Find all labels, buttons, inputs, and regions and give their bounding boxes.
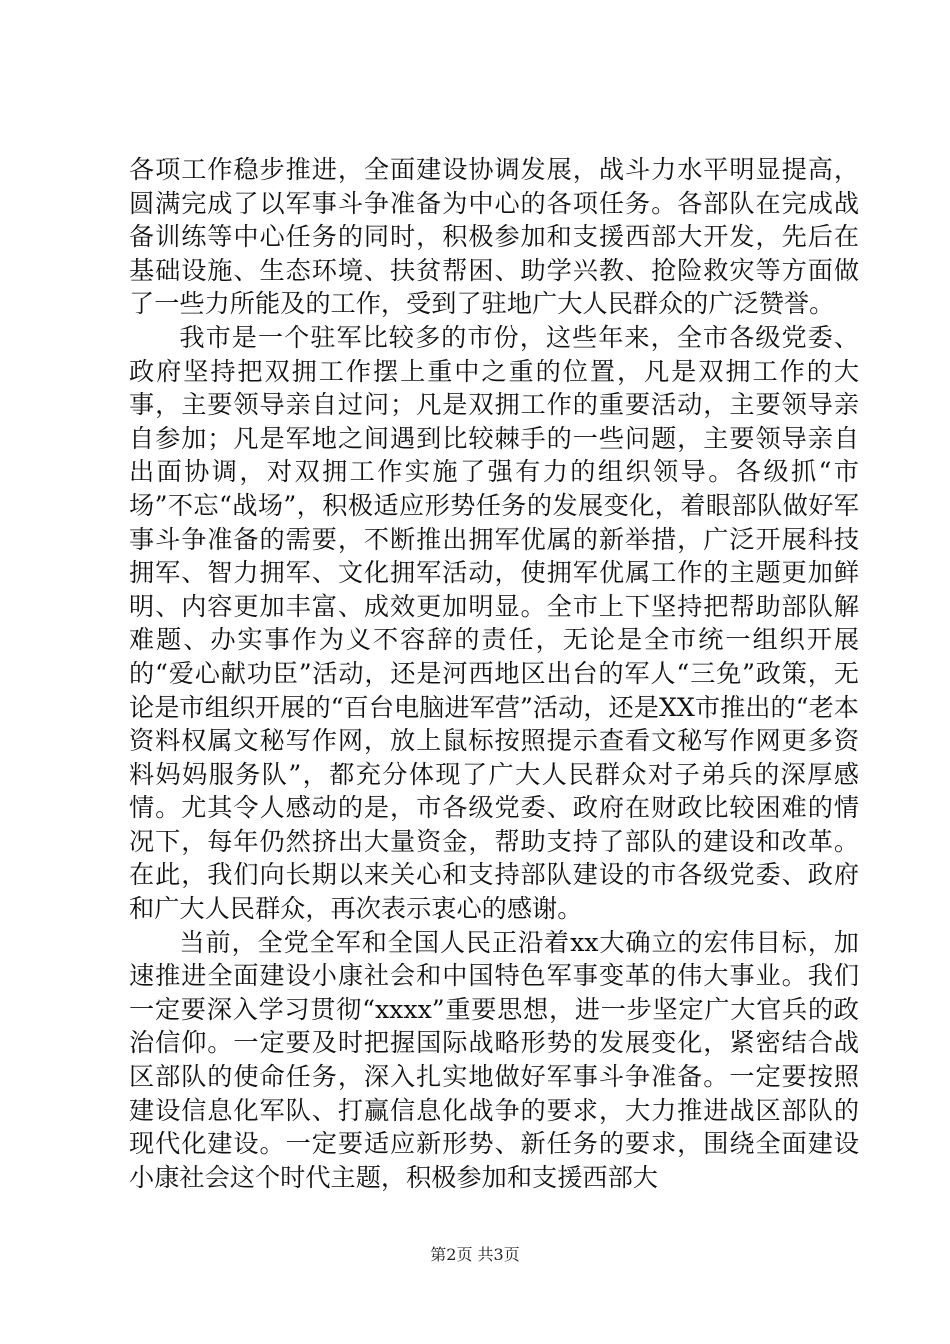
paragraph-2: 我市是一个驻军比较多的市份，这些年来，全市各级党委、政府坚持把双拥工作摆上重中之重的位置，凡是双拥工作的大事，主要领导亲自过问；凡是双拥工作的重要活动，主要领导亲自参加；凡是军地之间遇到比较棘手的一些问题，主要领导亲自出面协调，对双拥工作实施了强有力的组织领导。各级抓“市场”不忘“战场”，积极适应形势任务的发展变化，着眼部队做好军事斗争准备的需要，不断推出拥军优属的新举措，广泛开展科技拥军、智力拥军、文化拥军活动，使拥军优属工作的主题更加鲜明、内容更加丰富、成效更加明显。全市上下坚持把帮助部队解难题、办实事作为义不容辞的责任，无论是全市统一组织开展的“爱心献功臣”活动，还是河西地区出台的军人“三免”政策，无论是市组织开展的“百台电脑进军营”活动，还是XX市推出的“老本资料权属文秘写作网，放上鼠标按照提示查看文秘写作网更多资料妈妈服务队”，都充分体现了广大人民群众对子弟兵的深厚感情。尤其令人感动的是，市各级党委、政府在财政比较困难的情况下，每年仍然挤出大量资金，帮助支持了部队的建设和改革。在此，我们向长期以来关心和支持部队建设的市各级党委、政府和广大人民群众，再次表示衷心的感谢。: [129, 322, 859, 924]
document-body: [129, 153, 859, 1194]
paragraph-3: 当前，全党全军和全国人民正沿着xx大确立的宏伟目标，加速推进全面建设小康社会和中国特色军事变革的伟大事业。我们一定要深入学习贯彻“xxxx”重要思想，进一步坚定广大官兵的政治信仰。一定要及时把握国际战略形势的发展变化，紧密结合战区部队的使命任务，深入扎实地做好军事斗争准备。一定要按照建设信息化军队、打赢信息化战争的要求，大力推进战区部队的现代化建设。一定要适应新形势、新任务的要求，围绕全面建设小康社会这个时代主题，积极参加和支援西部大: [129, 927, 859, 1192]
page-footer: 第2页 共3页: [430, 1245, 520, 1264]
paragraph-1: 各项工作稳步推进，全面建设协调发展，战斗力水平明显提高，圆满完成了以军事斗争准备为中心的各项任务。各部队在完成战备训练等中心任务的同时，积极参加和支援西部大开发，先后在基础设施、生态环境、扶贫帮困、助学兴教、抢险救灾等方面做了一些力所能及的工作，受到了驻地广大人民群众的广泛赞誉。: [129, 155, 859, 319]
